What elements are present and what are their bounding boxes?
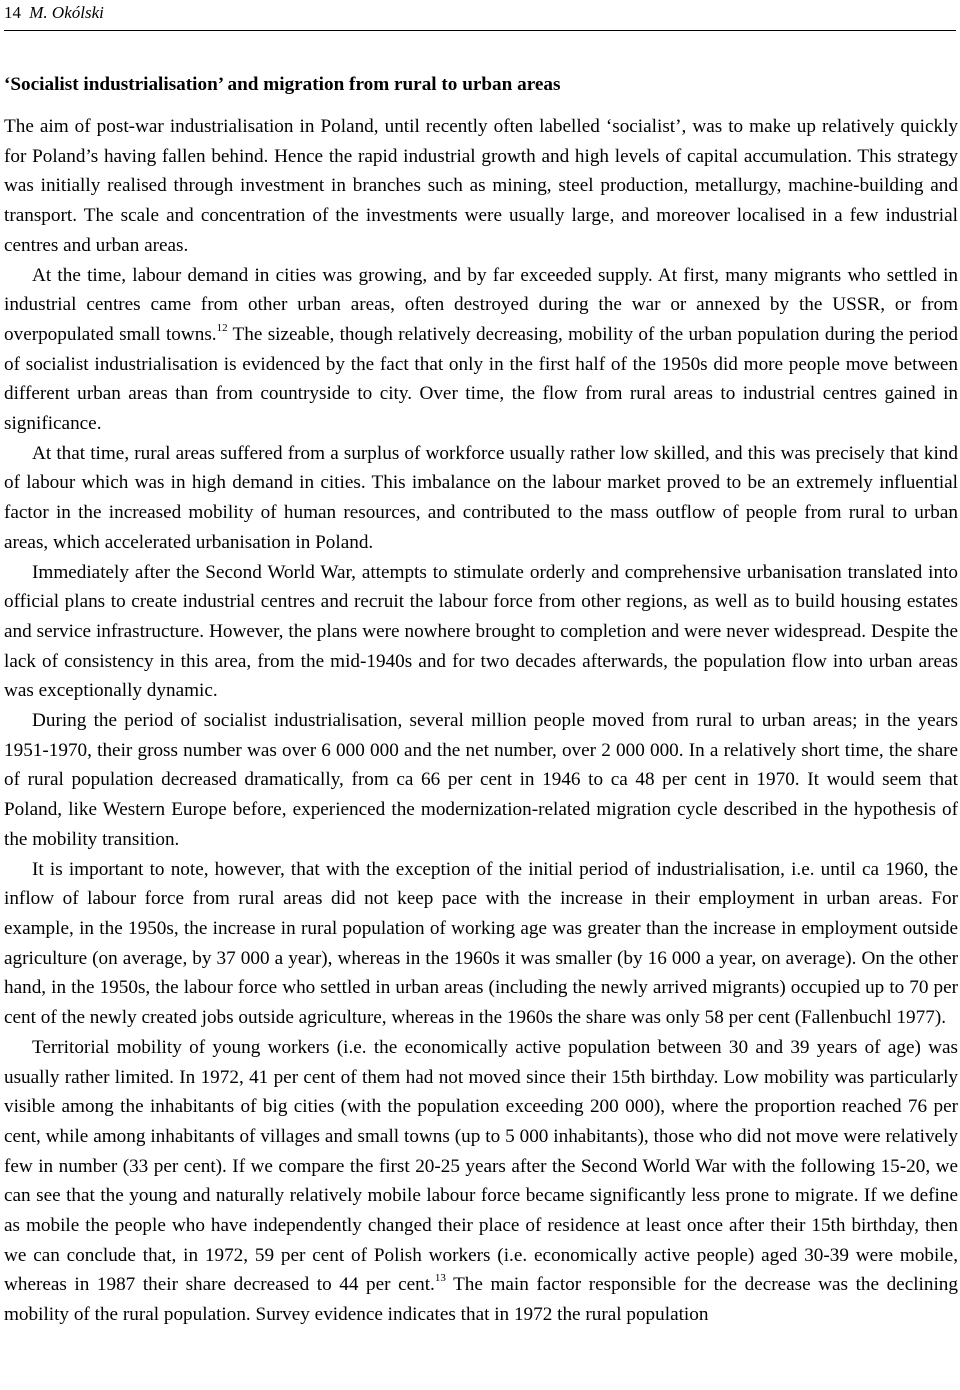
paragraph-6: It is important to note, however, that with the exception of the initial period of industrialisation, i.e. until ca 1960, the inflow of labour force from rural areas did not keep pace with the increase in their employment in urban areas. For example, in the 1950s, the increase in rural population of working age was greater than the increase in employment outside agriculture (on average, by 37 000 a year), whereas in the 1960s it was smaller (by 16 000 a year, on average). On the other hand, in the 1950s, the labour force who settled in urban areas (including the newly arrived migrants) occupied up to 70 per cent of the newly created jobs outside agriculture, whereas in the 1960s the share was only 58 per cent (Fallenbuchl 1977). xyxy=(4,858,958,1029)
paragraph-7-text: Territorial mobility of young workers (i.e. the economically active population between 30 and 39 years of age) was usually rather limited. In 1972, 41 per cent of them had not moved since their 15th birthday. Low mobility was particularly visible among the inhabitants of big cities (with the population exceeding 200 000), where the proportion reached 76 per cent, while among inhabitants of villages and small towns (up to 5 000 inhabitants), those who did not move were relatively few in number (33 per cent). If we compare the first 20-25 years after the Second World War with the following 15-20, we can see that the young and naturally relatively mobile labour force became significantly less prone to migrate. If we define as mobile the people who have independently changed their place of residence at least once after their 15th birthday, then we can conclude that, in 1972, 59 per cent of Polish workers (i.e. economically active people) aged 30-39 were mobile, whereas in 1987 their share decreased to 44 per cent. xyxy=(4,1036,958,1296)
footnote-ref-13: 13 xyxy=(434,1272,446,1285)
paragraph-1: The aim of post-war industrialisation in Poland, until recently often labelled ‘socialist’, was to make up relatively quickly for Poland’s having fallen behind. Hence the rapid industrial growth and high levels of capital accumulation. This strategy was initially realised through investment in branches such as mining, steel production, metallurgy, machine-building and transport. The scale and concentration of the investments were usually large, and moreover localised in a few industrial centres and urban areas. xyxy=(4,116,958,256)
paragraph-2-text-cont: The sizeable, though relatively decreasing, mobility of the urban population during the period of socialist industrialisation is evidenced by the fact that only in the first half of the 1950s did more people move between different urban areas than from countryside to city. Over time, the flow from rural areas to industrial centres gained in significance. xyxy=(4,323,959,435)
paragraph-5: During the period of socialist industrialisation, several million people moved from rural to urban areas; in the years 1951-1970, their gross number was over 6 000 000 and the net number, over 2 000 000. In a relatively short time, the share of rural population decreased dramatically, from ca 66 per cent in 1946 to ca 48 per cent in 1970. It would seem that Poland, like Western Europe before, experienced the modernization-related migration cycle described in the hypothesis of the mobility transition. xyxy=(4,710,958,850)
paragraph-4: Immediately after the Second World War, attempts to stimulate orderly and comprehensive urbanisation translated into official plans to create industrial centres and recruit the labour force from other regions, as well as to build housing estates and service infrastructure. However, the plans were nowhere brought to completion and were never widespread. Despite the lack of consistency in this area, from the mid-1940s and for two decades afterwards, the population flow into urban areas was exceptionally dynamic. xyxy=(4,561,958,702)
running-author: M. Okólski xyxy=(29,3,104,22)
paragraph-2-text: At the time, labour demand in cities was growing, and by far exceeded supply. At first, many migrants who settled in industrial centres came from other urban areas, often destroyed during the war or annexed by the USSR, or from overpopulated small towns. xyxy=(4,264,958,345)
running-header xyxy=(4,0,956,31)
paragraph-2 xyxy=(4,261,958,439)
section-heading: ‘Socialist industrialisation’ and migration from rural to urban areas xyxy=(4,74,561,95)
paragraph-3: At that time, rural areas suffered from a surplus of workforce usually rather low skilled, and this was precisely that kind of labour which was in high demand in cities. This imbalance on the labour market proved to be an extremely influential factor in the increased mobility of human resources, and contributed to the mass outflow of people from rural to urban areas, which accelerated urbanisation in Poland. xyxy=(4,442,958,553)
paragraph-7-text-cont: The main factor responsible for the decrease was the declining mobility of the rural population. Survey evidence indicates that in 1972 the rural population xyxy=(4,1274,958,1326)
footnote-ref-12: 12 xyxy=(216,321,228,334)
body-text xyxy=(4,112,958,1330)
page-number: 14 xyxy=(4,3,21,22)
paragraph-7 xyxy=(4,1033,958,1330)
